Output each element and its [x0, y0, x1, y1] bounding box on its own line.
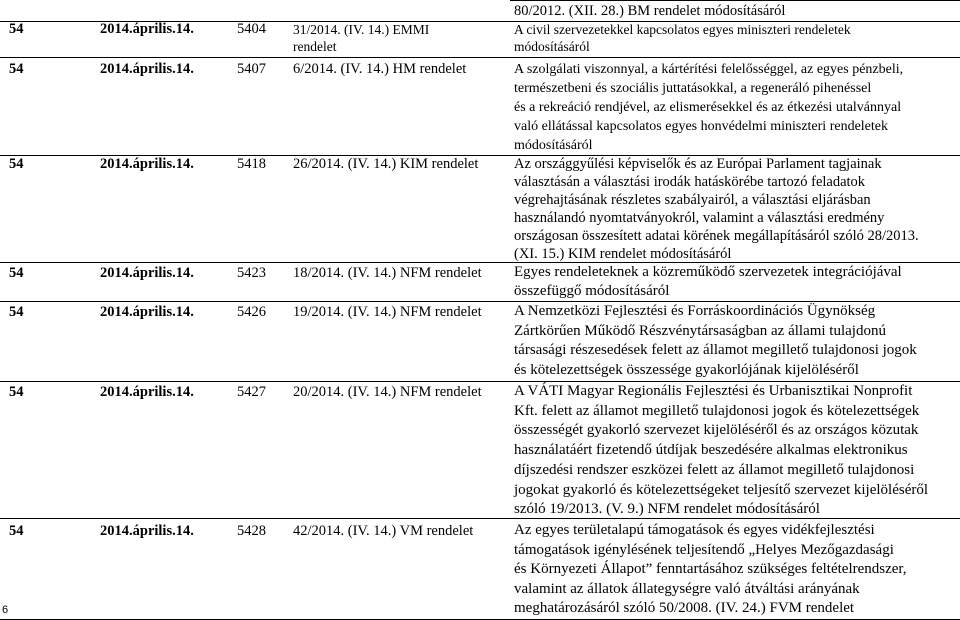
title-cell: [514, 155, 956, 263]
title-line: A civil szervezetekkel kapcsolatos egyes miniszteri rendeletek: [514, 22, 851, 37]
issue-date: 2014.április.14.: [100, 304, 194, 320]
title-cell: [514, 263, 956, 301]
page-number: 6: [2, 604, 9, 616]
issue-number: 54: [9, 61, 24, 77]
title-line: A Nemzetközi Fejlesztési és Forráskoordinációs Ügynökség: [514, 303, 876, 319]
issue-date: 2014.április.14.: [100, 384, 194, 400]
title-line: díjszedési rendszer eszközei felett az államot megillető tulajdonosi: [514, 461, 915, 478]
issue-number: 54: [9, 21, 24, 37]
title-line: összefüggő módosításáról: [514, 283, 670, 299]
title-line: végrehajtásának részletes szabályairól, a választási eljárásban: [514, 192, 871, 208]
title-cell: [514, 21, 956, 55]
title-line: Kft. felett az államot megillető tulajdonosi jogok és kötelezettségek: [514, 402, 920, 419]
title-line: összességét gyakorló szervezet kijelöléséről és az országos közutak: [514, 422, 919, 439]
title-cell: [514, 521, 956, 619]
title-line: Zártkörűen Működő Részvénytársaságban az állami tulajdonú: [514, 322, 886, 339]
title-line: meghatározásáról szóló 50/2008. (IV. 24.) FVM rendelet: [514, 600, 855, 616]
issue-date: 2014.április.14.: [100, 61, 194, 77]
regulation-ref: 42/2014. (IV. 14.) VM rendelet: [293, 523, 474, 539]
title-line: társasági részesedések felett az államot megillető tulajdonosi jogok: [514, 342, 917, 358]
title-line: módosításáról: [514, 39, 590, 54]
title-line: támogatások igénylésének teljesítendő „Helyes Mezőgazdasági: [514, 541, 894, 558]
issue-number: 54: [9, 523, 24, 539]
issue-date: 2014.április.14.: [100, 21, 194, 37]
page-ref: 5427: [237, 384, 266, 400]
row-divider: [0, 57, 960, 58]
title-line: választásán a választási irodák hatáskörébe tartozó feladatok: [514, 174, 866, 190]
regulation-ref-line: rendelet: [293, 39, 337, 54]
regulation-ref: 18/2014. (IV. 14.) NFM rendelet: [293, 265, 482, 281]
page-ref: 5407: [237, 61, 266, 77]
title-line: használandó nyomtatványokról, valamint a választási eredmény: [514, 210, 885, 226]
title-line: A VÁTI Magyar Regionális Fejlesztési és Urbanisztikai Nonprofit: [514, 383, 913, 399]
row-divider: [0, 518, 960, 519]
issue-date: 2014.április.14.: [100, 265, 194, 281]
regulation-ref: 6/2014. (IV. 14.) HM rendelet: [293, 61, 467, 77]
issue-date: 2014.április.14.: [100, 156, 194, 172]
page-ref: 5428: [237, 523, 266, 539]
regulation-ref-line: 31/2014. (IV. 14.) EMMI: [293, 22, 430, 37]
title-cell: [514, 382, 956, 520]
title-line: valamint az állatok állategységre való átváltási arányának: [514, 580, 860, 597]
page-ref: 5404: [237, 21, 266, 37]
title-line: és Környezeti Állapot” fenntartásához szükséges feltételrendszer,: [514, 561, 907, 577]
table-top-border: [510, 0, 960, 1]
issue-number: 54: [9, 304, 24, 320]
page-ref: 5423: [237, 265, 266, 281]
regulation-ref: 19/2014. (IV. 14.) NFM rendelet: [293, 304, 482, 320]
issue-number: 54: [9, 156, 24, 172]
title-line: Egyes rendeleteknek a közreműködő szervezetek integrációjával: [514, 264, 902, 280]
title-line: módosításáról: [514, 138, 593, 153]
issue-number: 54: [9, 384, 24, 400]
page-ref: 5418: [237, 156, 266, 172]
title-cell: [514, 60, 956, 155]
title-line: és kötelezettségek összessége gyakorlójának kijelöléséről: [514, 361, 859, 378]
title-line: Az egyes területalapú támogatások és egyes vidékfejlesztési: [514, 522, 875, 538]
title-line: természetbeni és szociális juttatásokkal, a regeneráló pihenéssel: [514, 81, 872, 96]
title-line: szóló 19/2013. (V. 9.) NFM rendelet módosításáról: [514, 501, 820, 518]
page-ref: 5426: [237, 304, 266, 320]
title-cell: [514, 302, 956, 380]
issue-number: 54: [9, 265, 24, 281]
title-line: (XI. 15.) KIM rendelet módosításáról: [514, 246, 732, 262]
issue-date: 2014.április.14.: [100, 523, 194, 539]
title-line: országosan összesített adatai körének megállapításáról szóló 28/2013.: [514, 228, 919, 244]
title-line: használatáért fizetendő útdíjak beszedésére alkalmas elektronikus: [514, 442, 908, 459]
title-line: való ellátással kapcsolatos egyes honvédelmi miniszteri rendeletek: [514, 119, 888, 134]
title-line: A szolgálati viszonnyal, a kártérítési felelősséggel, az egyes pénzbeli,: [514, 62, 904, 77]
title-line: Az országgyűlési képviselők és az Európai Parlament tagjainak: [514, 156, 882, 172]
title-line: és a rekreáció rendjével, az elismerésekkel és az étkezési utalvánnyal: [514, 100, 902, 115]
regulation-ref: [293, 21, 508, 55]
title-cell: 80/2012. (XII. 28.) BM rendelet módosításáról: [514, 3, 786, 19]
regulation-ref: 20/2014. (IV. 14.) NFM rendelet: [293, 384, 482, 400]
regulation-ref: 26/2014. (IV. 14.) KIM rendelet: [293, 156, 479, 172]
title-line: jogokat gyakorló és kötelezettségeket teljesítő szervezet kijelöléséről: [514, 481, 929, 498]
